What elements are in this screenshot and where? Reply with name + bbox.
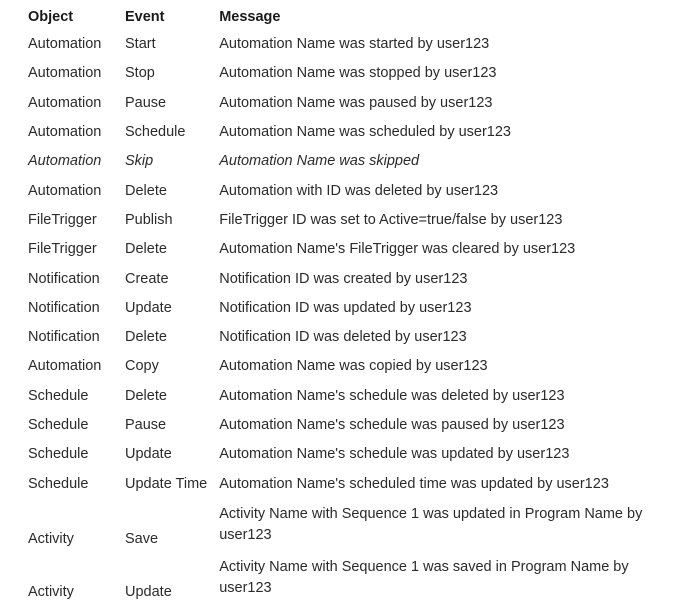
cell-object: Notification	[28, 299, 100, 316]
cell-object: Schedule	[28, 417, 89, 433]
cell-object: Automation	[28, 36, 102, 53]
cell-event: Pause	[125, 417, 167, 433]
table-row	[22, 235, 673, 264]
cell-message: Automation Name was copied by user123	[219, 358, 488, 375]
cell-object: Automation	[28, 153, 102, 170]
table-row	[22, 89, 673, 118]
table-row	[22, 440, 673, 469]
cell-event: Save	[125, 530, 159, 547]
cell-event: Update Time	[125, 475, 208, 492]
cell-event: Delete	[125, 241, 167, 258]
cell-event: Skip	[125, 153, 154, 170]
cell-event: Schedule	[125, 124, 186, 141]
table-row	[22, 469, 673, 498]
cell-message: Automation Name was paused by user123	[219, 94, 493, 111]
table-row	[22, 552, 673, 605]
cell-message: Notification ID was created by user123	[219, 270, 468, 287]
cell-event: Update	[125, 583, 172, 600]
cell-object: Automation	[28, 65, 102, 82]
cell-object: Schedule	[28, 475, 89, 492]
table-row	[22, 411, 673, 440]
cell-object: FileTrigger	[28, 241, 97, 258]
cell-event: Publish	[125, 211, 173, 228]
cell-object: Schedule	[28, 446, 89, 463]
cell-object: FileTrigger	[28, 211, 97, 228]
cell-event: Delete	[125, 329, 167, 346]
table-row	[22, 147, 673, 176]
cell-message: Automation Name was scheduled by user123	[219, 124, 511, 141]
table-row	[22, 30, 673, 59]
table-row	[22, 176, 673, 205]
table-row	[22, 352, 673, 381]
cell-object: Schedule	[28, 387, 89, 404]
cell-message: Automation Name's schedule was paused by user123	[219, 417, 565, 433]
cell-message: Automation Name's FileTrigger was cleared by user123	[219, 241, 576, 258]
cell-object: Automation	[28, 94, 102, 111]
table-row	[22, 118, 673, 147]
cell-message: Automation Name's schedule was updated by user123	[219, 446, 570, 463]
cell-event: Start	[125, 36, 156, 53]
cell-message: Activity Name with Sequence 1 was saved in Program Name by user123	[219, 559, 629, 597]
events-table	[22, 4, 673, 605]
table-row	[22, 206, 673, 235]
cell-event: Update	[125, 446, 172, 463]
cell-event: Pause	[125, 94, 167, 111]
cell-object: Notification	[28, 329, 100, 346]
cell-object: Activity	[28, 583, 74, 600]
cell-event: Copy	[125, 358, 159, 375]
cell-message: Automation with ID was deleted by user123	[219, 182, 499, 199]
cell-object: Activity	[28, 530, 74, 547]
cell-message: Automation Name was started by user123	[219, 36, 490, 53]
cell-message: Automation Name's scheduled time was updated by user123	[219, 475, 609, 492]
cell-message: Activity Name with Sequence 1 was updated in Program Name by user123	[219, 506, 643, 544]
header-row	[22, 4, 673, 30]
cell-message: Notification ID was updated by user123	[219, 299, 472, 316]
table-row	[22, 59, 673, 88]
table-row	[22, 382, 673, 411]
cell-event: Update	[125, 299, 172, 316]
cell-object: Automation	[28, 182, 102, 199]
cell-object: Automation	[28, 124, 102, 141]
table-row	[22, 264, 673, 293]
cell-message: Automation Name was stopped by user123	[219, 65, 497, 82]
header-message: Message	[219, 9, 281, 25]
table-row	[22, 499, 673, 552]
table-row	[22, 294, 673, 323]
cell-event: Delete	[125, 182, 167, 199]
cell-object: Automation	[28, 358, 102, 375]
cell-event: Delete	[125, 387, 167, 404]
table-row	[22, 323, 673, 352]
cell-event: Create	[125, 270, 169, 287]
cell-message: FileTrigger ID was set to Active=true/false by user123	[219, 211, 563, 228]
cell-message: Automation Name was skipped	[219, 153, 420, 170]
header-object: Object	[28, 9, 74, 25]
header-event: Event	[125, 9, 165, 25]
cell-event: Stop	[125, 65, 155, 82]
cell-message: Automation Name's schedule was deleted by user123	[219, 387, 565, 404]
cell-object: Notification	[28, 270, 100, 287]
cell-message: Notification ID was deleted by user123	[219, 329, 467, 346]
